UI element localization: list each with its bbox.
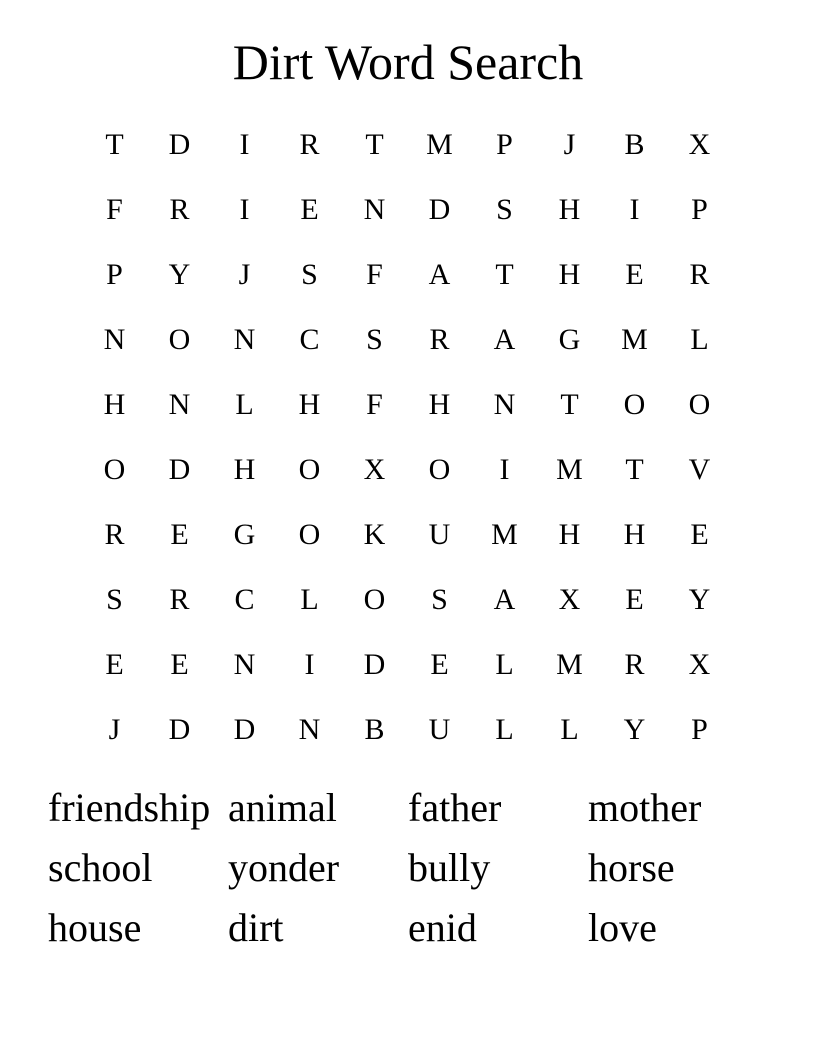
grid-letter: N [493, 387, 516, 421]
grid-letter: G [233, 517, 256, 551]
grid-letter: X [363, 452, 386, 486]
grid-letter: X [558, 582, 581, 616]
grid-letter: B [364, 712, 385, 746]
grid-letter: Y [168, 257, 191, 291]
grid-letter: P [106, 257, 123, 291]
grid-letter: R [169, 582, 190, 616]
grid-letter: C [234, 582, 255, 616]
grid-letter: C [299, 322, 320, 356]
grid-letter: R [299, 127, 320, 161]
grid-letter: H [558, 517, 581, 551]
word-list-item: father [408, 785, 502, 830]
grid-letter: R [429, 322, 450, 356]
grid-letter: E [625, 582, 644, 616]
grid-letter: T [625, 452, 644, 486]
grid-letter: O [168, 322, 191, 356]
grid-letter: R [624, 647, 645, 681]
grid-letter: R [104, 517, 125, 551]
grid-letter: P [691, 712, 708, 746]
page-title: Dirt Word Search [232, 34, 584, 90]
grid-letter: O [363, 582, 386, 616]
grid-letter: Y [688, 582, 711, 616]
grid-letter: L [495, 712, 514, 746]
grid-letter: P [496, 127, 513, 161]
grid-letter: H [558, 192, 581, 226]
grid-letter: J [108, 712, 121, 746]
word-list [48, 780, 768, 960]
grid-letter: S [496, 192, 513, 226]
grid-letter: T [105, 127, 124, 161]
grid-letter: O [688, 387, 711, 421]
grid-letter: E [430, 647, 449, 681]
grid-letter: H [103, 387, 126, 421]
grid-letter: S [366, 322, 383, 356]
grid-letter: E [625, 257, 644, 291]
grid-letter: D [168, 127, 191, 161]
grid-letter: A [493, 582, 516, 616]
grid-letter: H [623, 517, 646, 551]
grid-letter: I [304, 647, 315, 681]
grid-letter: F [106, 192, 123, 226]
grid-letter: B [624, 127, 645, 161]
grid-letter: M [426, 127, 453, 161]
grid-letter: E [170, 517, 189, 551]
grid-letter: O [623, 387, 646, 421]
word-list-item: yonder [228, 845, 340, 890]
grid-letter: M [621, 322, 648, 356]
grid-letter: F [366, 387, 383, 421]
grid-letter: Y [623, 712, 646, 746]
word-list-item: dirt [228, 905, 284, 950]
grid-letter: M [556, 452, 583, 486]
grid-letter: J [238, 257, 251, 291]
grid-letter: M [556, 647, 583, 681]
grid-letter: I [629, 192, 640, 226]
grid-letter: U [428, 712, 451, 746]
grid-letter: L [495, 647, 514, 681]
grid-letter: H [298, 387, 321, 421]
grid-letter: E [300, 192, 319, 226]
grid-letter: E [690, 517, 709, 551]
word-list-item: mother [588, 785, 702, 830]
grid-letter: L [300, 582, 319, 616]
grid-letter: O [428, 452, 451, 486]
grid-letter: L [560, 712, 579, 746]
grid-letter: O [298, 452, 321, 486]
grid-letter: E [105, 647, 124, 681]
grid-letter: I [239, 192, 250, 226]
grid-letter: P [691, 192, 708, 226]
grid-letter: I [499, 452, 510, 486]
word-list-item: love [588, 905, 657, 950]
grid-letter: N [103, 322, 126, 356]
grid-letter: S [106, 582, 123, 616]
grid-letter: N [233, 322, 256, 356]
grid-letter: K [363, 517, 386, 551]
word-list-item: horse [588, 845, 675, 890]
grid-letter: R [689, 257, 710, 291]
word-list-item: animal [228, 785, 337, 830]
grid-letter: N [363, 192, 386, 226]
grid-letter: T [365, 127, 384, 161]
grid-letter: N [233, 647, 256, 681]
word-list-item: house [48, 905, 142, 950]
grid-letter: L [235, 387, 254, 421]
grid-letter: D [233, 712, 256, 746]
grid-letter: F [366, 257, 383, 291]
grid-letter: H [233, 452, 256, 486]
grid-letter: T [495, 257, 514, 291]
grid-letter: I [239, 127, 250, 161]
grid-letter: M [491, 517, 518, 551]
grid-letter: D [363, 647, 386, 681]
grid-letter: D [428, 192, 451, 226]
grid-letter: V [688, 452, 711, 486]
grid-letter: U [428, 517, 451, 551]
grid-letter: R [169, 192, 190, 226]
letter-grid [82, 112, 732, 762]
grid-letter: X [688, 127, 711, 161]
grid-letter: H [558, 257, 581, 291]
grid-letter: A [428, 257, 451, 291]
word-list-item: friendship [48, 785, 211, 830]
grid-letter: L [690, 322, 709, 356]
grid-letter: N [168, 387, 191, 421]
grid-letter: T [560, 387, 579, 421]
grid-letter: J [563, 127, 576, 161]
grid-letter: O [103, 452, 126, 486]
word-list-item: bully [408, 845, 491, 890]
grid-letter: N [298, 712, 321, 746]
grid-letter: X [688, 647, 711, 681]
grid-letter: D [168, 452, 191, 486]
grid-letter: S [301, 257, 318, 291]
grid-letter: D [168, 712, 191, 746]
grid-letter: H [428, 387, 451, 421]
grid-letter: O [298, 517, 321, 551]
grid-letter: G [558, 322, 581, 356]
grid-letter: S [431, 582, 448, 616]
word-list-item: school [48, 845, 153, 890]
grid-letter: A [493, 322, 516, 356]
grid-letter: E [170, 647, 189, 681]
word-list-item: enid [408, 905, 477, 950]
